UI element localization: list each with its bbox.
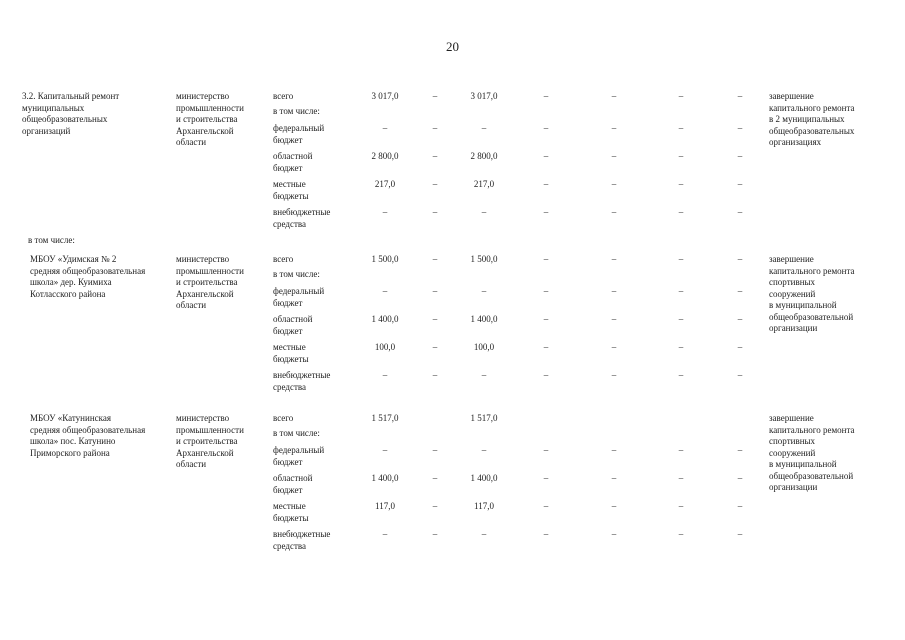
row-1-regional-c5: – xyxy=(611,151,617,161)
row-1-local-c7: – xyxy=(737,179,743,189)
row-3-federal-c2: – xyxy=(432,445,438,455)
row-3-source-regional: областной бюджет xyxy=(273,473,313,495)
row-2-name: МБОУ «Удимская № 2 средняя общеобразовательная школа» дер. Куимиха Котласского района xyxy=(30,254,146,299)
row-3-extrabudget-c5: – xyxy=(611,529,617,539)
row-2-federal-c2: – xyxy=(432,286,438,296)
row-3-local-c4: – xyxy=(543,501,549,511)
row-2-regional-c3: 1 400,0 xyxy=(470,314,498,324)
row-1-local-c5: – xyxy=(611,179,617,189)
row-1-total-c7: – xyxy=(737,91,743,101)
row-1-federal-sum: – xyxy=(382,123,388,133)
row-2-total-c3: 1 500,0 xyxy=(470,254,498,264)
row-2-total-c6: – xyxy=(678,254,684,264)
row-2-local-c4: – xyxy=(543,342,549,352)
row-2-extrabudget-c2: – xyxy=(432,370,438,380)
row-1-source-total: всего xyxy=(273,91,294,101)
row-1-source-regional: областной бюджет xyxy=(273,151,313,173)
row-3-regional-c7: – xyxy=(737,473,743,483)
row-1-total-c2: – xyxy=(432,91,438,101)
row-1-local-c2: – xyxy=(432,179,438,189)
row-1-source-extrabudget: внебюджетные средства xyxy=(273,207,331,229)
row-3-regional-c2: – xyxy=(432,473,438,483)
row-1-regional-c3: 2 800,0 xyxy=(470,151,498,161)
row-2-federal-c6: – xyxy=(678,286,684,296)
row-1-federal-c2: – xyxy=(432,123,438,133)
row-1-total-c4: – xyxy=(543,91,549,101)
row-3-federal-c7: – xyxy=(737,445,743,455)
row-1-federal-c7: – xyxy=(737,123,743,133)
row-1-source-local: местные бюджеты xyxy=(273,179,309,201)
row-2-executor: министерство промышленности и строительства Архангельской области xyxy=(176,254,244,310)
row-2-regional-c4: – xyxy=(543,314,549,324)
row-2-source-federal: федеральный бюджет xyxy=(273,286,325,308)
row-2-regional-c6: – xyxy=(678,314,684,324)
row-3-source-federal: федеральный бюджет xyxy=(273,445,325,467)
subheading-including: в том числе: xyxy=(28,235,75,245)
row-2-extrabudget-c7: – xyxy=(737,370,743,380)
row-2-regional-c2: – xyxy=(432,314,438,324)
row-2-regional-c5: – xyxy=(611,314,617,324)
row-1-extrabudget-c2: – xyxy=(432,207,438,217)
row-1-federal-c4: – xyxy=(543,123,549,133)
row-1-extrabudget-c3: – xyxy=(481,207,487,217)
row-3-name: МБОУ «Катунинская средняя общеобразовательная школа» пос. Катунино Приморского района xyxy=(30,413,146,458)
row-1-regional-sum: 2 800,0 xyxy=(371,151,399,161)
row-1-total-sum: 3 017,0 xyxy=(371,91,399,101)
row-3-local-c7: – xyxy=(737,501,743,511)
row-1-federal-c6: – xyxy=(678,123,684,133)
row-2-total-c5: – xyxy=(611,254,617,264)
row-1-extrabudget-c6: – xyxy=(678,207,684,217)
row-3-source-extrabudget: внебюджетные средства xyxy=(273,529,331,551)
row-1-local-c6: – xyxy=(678,179,684,189)
row-1-local-c4: – xyxy=(543,179,549,189)
row-1-extrabudget-c5: – xyxy=(611,207,617,217)
row-2-source-including: в том числе: xyxy=(273,269,320,279)
row-3-federal-c6: – xyxy=(678,445,684,455)
row-3-result: завершение капитального ремонта спортивных сооружений в муниципальной общеобразовательной организации xyxy=(769,413,855,492)
row-2-local-c2: – xyxy=(432,342,438,352)
row-2-regional-c7: – xyxy=(737,314,743,324)
row-2-federal-c7: – xyxy=(737,286,743,296)
row-1-source-including: в том числе: xyxy=(273,106,320,116)
row-2-total-c4: – xyxy=(543,254,549,264)
row-2-federal-c4: – xyxy=(543,286,549,296)
row-1-total-c3: 3 017,0 xyxy=(470,91,498,101)
row-1-name: 3.2. Капитальный ремонт муниципальных общеобразовательных организаций xyxy=(22,91,120,136)
page-number: 20 xyxy=(446,39,459,54)
row-3-federal-sum: – xyxy=(382,445,388,455)
row-3-regional-c6: – xyxy=(678,473,684,483)
row-3-source-local: местные бюджеты xyxy=(273,501,309,523)
row-3-local-c5: – xyxy=(611,501,617,511)
row-1-regional-c7: – xyxy=(737,151,743,161)
row-3-regional-c5: – xyxy=(611,473,617,483)
row-1-regional-c6: – xyxy=(678,151,684,161)
row-3-local-c3: 117,0 xyxy=(474,501,494,511)
row-2-total-c2: – xyxy=(432,254,438,264)
row-3-extrabudget-c3: – xyxy=(481,529,487,539)
row-2-total-c7: – xyxy=(737,254,743,264)
row-1-result: завершение капитального ремонта в 2 муниципальных общеобразовательных организациях xyxy=(769,91,855,147)
row-2-extrabudget-c3: – xyxy=(481,370,487,380)
row-1-executor: министерство промышленности и строительства Архангельской области xyxy=(176,91,244,147)
row-2-local-c7: – xyxy=(737,342,743,352)
row-3-source-including: в том числе: xyxy=(273,428,320,438)
row-3-extrabudget-sum: – xyxy=(382,529,388,539)
row-3-local-sum: 117,0 xyxy=(375,501,395,511)
row-1-extrabudget-sum: – xyxy=(382,207,388,217)
row-3-source-total: всего xyxy=(273,413,294,423)
row-1-source-federal: федеральный бюджет xyxy=(273,123,325,145)
row-2-source-regional: областной бюджет xyxy=(273,314,313,336)
row-2-extrabudget-sum: – xyxy=(382,370,388,380)
row-2-source-local: местные бюджеты xyxy=(273,342,309,364)
row-3-total-c3: 1 517,0 xyxy=(470,413,498,423)
row-2-federal-sum: – xyxy=(382,286,388,296)
row-2-source-total: всего xyxy=(273,254,294,264)
row-2-local-c6: – xyxy=(678,342,684,352)
row-3-total-sum: 1 517,0 xyxy=(371,413,399,423)
row-1-federal-c5: – xyxy=(611,123,617,133)
row-2-extrabudget-c4: – xyxy=(543,370,549,380)
row-3-extrabudget-c4: – xyxy=(543,529,549,539)
row-3-regional-sum: 1 400,0 xyxy=(371,473,399,483)
row-2-total-sum: 1 500,0 xyxy=(371,254,399,264)
row-1-extrabudget-c4: – xyxy=(543,207,549,217)
row-3-extrabudget-c6: – xyxy=(678,529,684,539)
row-3-federal-c4: – xyxy=(543,445,549,455)
row-3-federal-c5: – xyxy=(611,445,617,455)
row-2-local-sum: 100,0 xyxy=(374,342,396,352)
row-2-local-c3: 100,0 xyxy=(473,342,495,352)
row-2-regional-sum: 1 400,0 xyxy=(371,314,399,324)
row-1-total-c6: – xyxy=(678,91,684,101)
row-1-federal-c3: – xyxy=(481,123,487,133)
row-1-total-c5: – xyxy=(611,91,617,101)
row-2-federal-c3: – xyxy=(481,286,487,296)
row-3-extrabudget-c2: – xyxy=(432,529,438,539)
row-1-local-c3: 217,0 xyxy=(473,179,495,189)
row-3-regional-c4: – xyxy=(543,473,549,483)
row-3-extrabudget-c7: – xyxy=(737,529,743,539)
row-1-extrabudget-c7: – xyxy=(737,207,743,217)
row-3-executor: министерство промышленности и строительства Архангельской области xyxy=(176,413,244,469)
row-1-regional-c4: – xyxy=(543,151,549,161)
row-2-result: завершение капитального ремонта спортивных сооружений в муниципальной общеобразовательной организации xyxy=(769,254,855,333)
row-3-federal-c3: – xyxy=(481,445,487,455)
row-1-local-sum: 217,0 xyxy=(374,179,396,189)
row-2-extrabudget-c6: – xyxy=(678,370,684,380)
row-2-federal-c5: – xyxy=(611,286,617,296)
row-1-regional-c2: – xyxy=(432,151,438,161)
row-2-source-extrabudget: внебюджетные средства xyxy=(273,370,331,392)
row-2-extrabudget-c5: – xyxy=(611,370,617,380)
row-3-local-c6: – xyxy=(678,501,684,511)
row-2-local-c5: – xyxy=(611,342,617,352)
row-3-regional-c3: 1 400,0 xyxy=(470,473,498,483)
row-3-local-c2: – xyxy=(432,501,438,511)
